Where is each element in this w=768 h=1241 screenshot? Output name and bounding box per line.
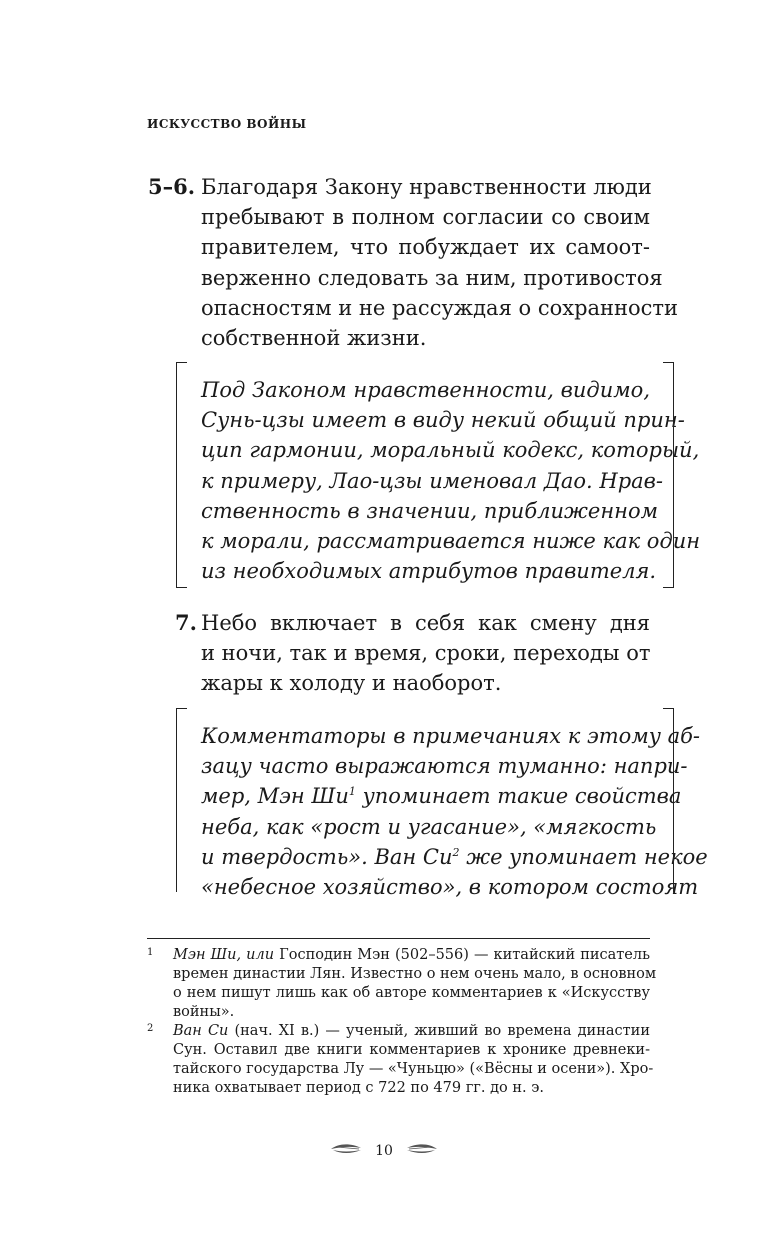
footnote-italic: Мэн Ши, или <box>173 947 275 963</box>
commentary-text <box>176 362 701 586</box>
page-folio <box>0 1142 768 1160</box>
text-line: Небо включает в себя как смену дня <box>201 611 650 635</box>
footnote-line: войны». <box>173 1004 235 1020</box>
footnote-text <box>173 946 657 1022</box>
running-head: ИСКУССТВО ВОЙНЫ <box>147 117 307 131</box>
footnote-line: Сун. Оставил две книги комментариев к хронике древнеки- <box>173 1042 650 1058</box>
paragraph-5-6 <box>148 172 679 353</box>
footnote-marker: 2 <box>147 1023 154 1034</box>
footnote-text <box>173 1022 654 1098</box>
footnote-1 <box>147 946 657 1022</box>
commentary-line: цип гармонии, моральный кодекс, который, <box>201 438 700 463</box>
footnote-line <box>173 946 650 965</box>
bracket-right <box>663 362 674 588</box>
commentary-line <box>201 842 708 872</box>
commentary-line: из необходимых атрибутов правителя. <box>201 559 657 584</box>
footnote-line: времен династии Лян. Известно о нем очень мало, в основном <box>173 966 657 982</box>
commentary-line: неба, как «рост и угасание», «мягкость <box>201 814 657 839</box>
bracket-left <box>176 708 187 892</box>
commentary-line: Комментаторы в примечаниях к этому аб- <box>201 724 701 748</box>
bracket-right <box>663 708 674 892</box>
footnote-line: тайского государства Лу — «Чуньцю» («Вёсны и осени»). Хро- <box>173 1061 654 1077</box>
footnote-ref[interactable]: 2 <box>452 845 460 859</box>
text-line: верженно следовать за ним, противостоя <box>201 265 663 290</box>
leaf-ornament-right-icon <box>405 1142 439 1160</box>
footnote-line: ника охватывает период с 722 по 479 гг. до н. э. <box>173 1080 544 1096</box>
paragraph-text <box>201 172 679 353</box>
line-part: же упоминает некое <box>459 844 708 869</box>
commentary-line: зацу часто выражаются туманно: напри- <box>201 754 688 779</box>
paragraph-number: 5–6. <box>148 174 196 199</box>
commentary-line: Сунь-цзы имеет в виду некий общий прин- <box>201 408 685 433</box>
leaf-ornament-left-icon <box>329 1142 363 1160</box>
text-line: Благодаря Закону нравственности люди <box>201 175 652 199</box>
commentary-line: ственность в значении, приближенном <box>201 498 659 523</box>
line-part: мер, Мэн Ши <box>201 784 349 809</box>
commentary-text <box>176 708 708 902</box>
line-part: и твердость». Ван Си <box>201 844 453 869</box>
paragraph-text <box>201 608 650 699</box>
commentary-block-continued <box>176 708 708 900</box>
footnote-ref[interactable]: 1 <box>348 785 356 799</box>
paragraph-7 <box>175 608 650 699</box>
line-part: упоминает такие свойства <box>355 784 682 809</box>
footnote-line-rest: (нач. XI в.) — ученый, живший во времена династии <box>228 1023 650 1039</box>
footnote-line-rest: Господин Мэн (502–556) — китайский писатель <box>274 947 650 963</box>
footnote-line: о нем пишут лишь как об авторе комментариев к «Искусству <box>173 985 650 1001</box>
text-line: собственной жизни. <box>201 326 427 351</box>
bracket-left <box>176 362 187 588</box>
commentary-line <box>201 781 682 811</box>
text-line: жары к холоду и наоборот. <box>201 671 502 696</box>
text-line: опасностям и не рассуждая о сохранности <box>201 295 679 320</box>
paragraph-number: 7. <box>175 610 197 635</box>
commentary-line: к примеру, Лао-цзы именовал Дао. Нрав- <box>201 468 663 493</box>
page-number: 10 <box>375 1143 393 1159</box>
footnote-line <box>173 1022 650 1041</box>
text-line: пребывают в полном согласии со своим <box>201 205 650 230</box>
commentary-line: Под Законом нравственности, видимо, <box>201 378 650 402</box>
commentary-line: к морали, рассматривается ниже как один <box>201 529 701 554</box>
commentary-line: «небесное хозяйство», в котором состоят <box>201 875 699 900</box>
text-line: и ночи, так и время, сроки, переходы от <box>201 641 651 666</box>
footnote-2 <box>147 1022 654 1098</box>
footnote-rule <box>147 938 650 939</box>
commentary-block <box>176 362 701 588</box>
footnote-marker: 1 <box>147 947 154 958</box>
text-line: правителем, что побуждает их самоот- <box>201 235 650 260</box>
footnote-italic: Ван Си <box>173 1023 229 1039</box>
